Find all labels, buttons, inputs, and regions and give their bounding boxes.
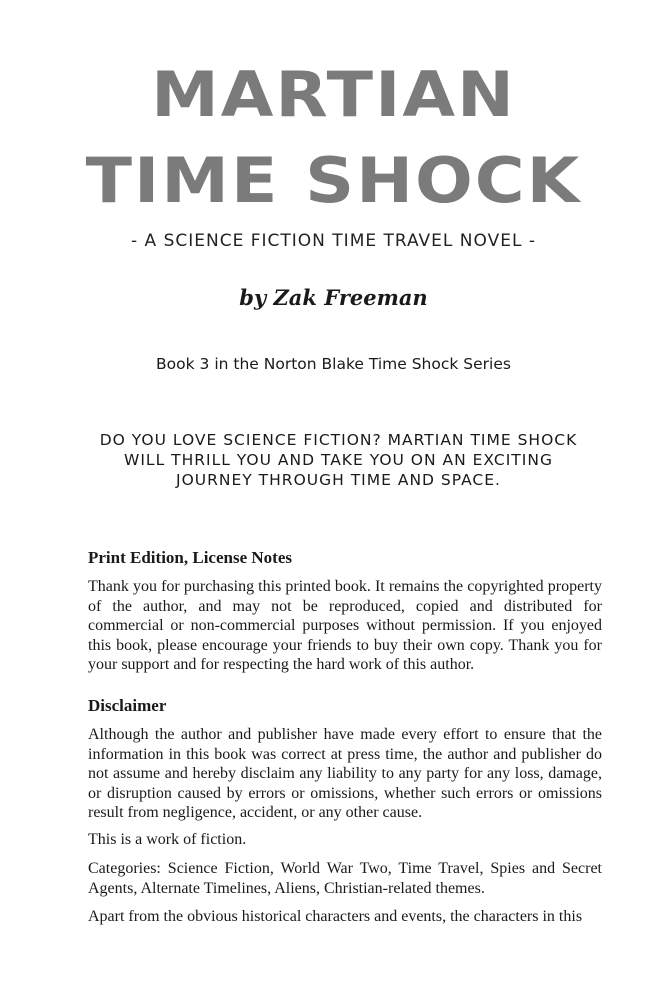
fiction-notice: This is a work of fiction.	[88, 831, 247, 848]
book-title-line-1: MARTIAN	[151, 59, 516, 132]
license-text: Thank you for purchasing this printed book. It remains the copyrighted property of the author, and may not be reproduced, copied and distributed for commercial or non-commercial purposes without permission. If you enjoyed this book, please encourage your friends to buy their own copy. Thank you for your support and for respecting the hard work of this author.	[88, 578, 602, 673]
book-title-line-2: TIME SHOCK	[85, 145, 582, 218]
categories-text: Categories: Science Fiction, World War Two, Time Travel, Spies and Secret Agents, Alternate Timelines, Aliens, Christian-related themes.	[88, 860, 602, 897]
characters-notice: Apart from the obvious historical characters and events, the characters in this	[88, 908, 583, 925]
book-subtitle: - A SCIENCE FICTION TIME TRAVEL NOVEL -	[131, 231, 536, 251]
disclaimer-text: Although the author and publisher have made every effort to ensure that the information in this book was correct at press time, the author and publisher do not assume and hereby disclaim any liability to any party for any loss, damage, or disruption caused by errors or omissions, whether such errors or omissions result from negligence, accident, or any other cause.	[88, 726, 602, 821]
book-tagline: DO YOU LOVE SCIENCE FICTION? MARTIAN TIME SHOCK WILL THRILL YOU AND TAKE YOU ON AN EXCITING JOURNEY THROUGH TIME AND SPACE.	[99, 431, 578, 489]
disclaimer-heading: Disclaimer	[88, 696, 167, 715]
license-heading: Print Edition, License Notes	[88, 548, 292, 567]
book-series: Book 3 in the Norton Blake Time Shock Series	[156, 355, 511, 373]
book-author: by Zak Freeman	[239, 285, 428, 310]
